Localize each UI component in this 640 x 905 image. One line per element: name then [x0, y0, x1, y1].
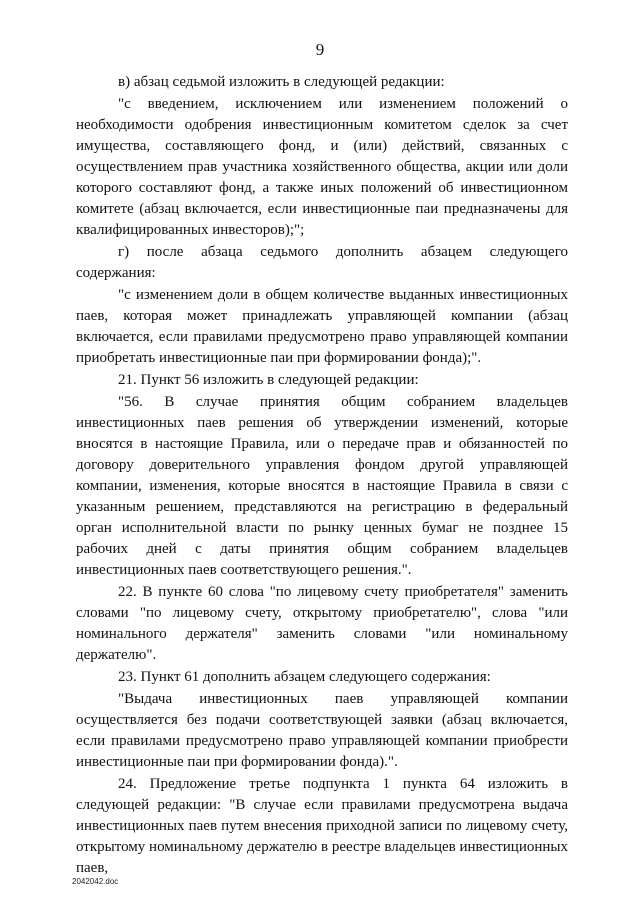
paragraph-g-quote: "с изменением доли в общем количестве выданных инвестиционных паев, которая может принадлежать управляющей компании (абзац включается, если правилами предусмотрено право управляющей компании приобретать инвестиционные паи при формировании фонда);".: [76, 287, 568, 366]
paragraph-g-header: г) после абзаца седьмого дополнить абзацем следующего содержания:: [76, 244, 568, 281]
page-number: 9: [315, 40, 325, 59]
paragraph-24: 24. Предложение третье подпункта 1 пункта 64 изложить в следующей редакции: "В случае если правилами предусмотрена выдача инвестиционных паев путем внесения приходной записи по лицевому счету, открытому номинальному держателю в реестре владельцев инвестиционных паев,: [76, 776, 568, 876]
paragraph-21-quote: "56. В случае принятия общим собранием владельцев инвестиционных паев решения об утверждении изменений, которые вносятся в настоящие Правила, или о передаче прав и обязанностей по договору доверительного управления фондом другой управляющей компании, изменения, которые вносятся в настоящие Правила в связи с указанным решением, представляются на регистрацию в федеральный орган исполнительной власти по рынку ценных бумаг не позднее 15 рабочих дней с даты принятия общим собранием владельцев инвестиционных паев соответствующего решения.".: [76, 394, 568, 578]
paragraph-v-quote: "с введением, исключением или изменением положений о необходимости одобрения инвестиционным комитетом сделок за счет имущества, составляющего фонд, и (или) действий, связанных с осуществлением прав участника хозяйственного общества, акции или доли которого составляют фонд, а также иных положений об инвестиционном комитете (абзац включается, если инвестиционные паи предназначены для квалифицированных инвесторов);";: [76, 96, 568, 238]
paragraph-22: 22. В пункте 60 слова "по лицевому счету приобретателя" заменить словами "по лицевому счету, открытому приобретателю", слова "или номинального держателя" заменить словами "или номинальному держателю".: [76, 584, 568, 663]
paragraph-23-header: 23. Пункт 61 дополнить абзацем следующего содержания:: [118, 669, 491, 685]
document-body: [76, 72, 568, 880]
footer-filename: 2042042.doc: [72, 877, 119, 886]
paragraph-23-quote: "Выдача инвестиционных паев управляющей компании осуществляется без подачи соответствующей заявки (абзац включается, если правилами предусмотрено право управляющей компании приобрести инвестиционные паи при формировании фонда).".: [76, 691, 568, 770]
paragraph-21-header: 21. Пункт 56 изложить в следующей редакции:: [118, 372, 419, 388]
paragraph-v-header: в) абзац седьмой изложить в следующей редакции:: [118, 74, 445, 90]
